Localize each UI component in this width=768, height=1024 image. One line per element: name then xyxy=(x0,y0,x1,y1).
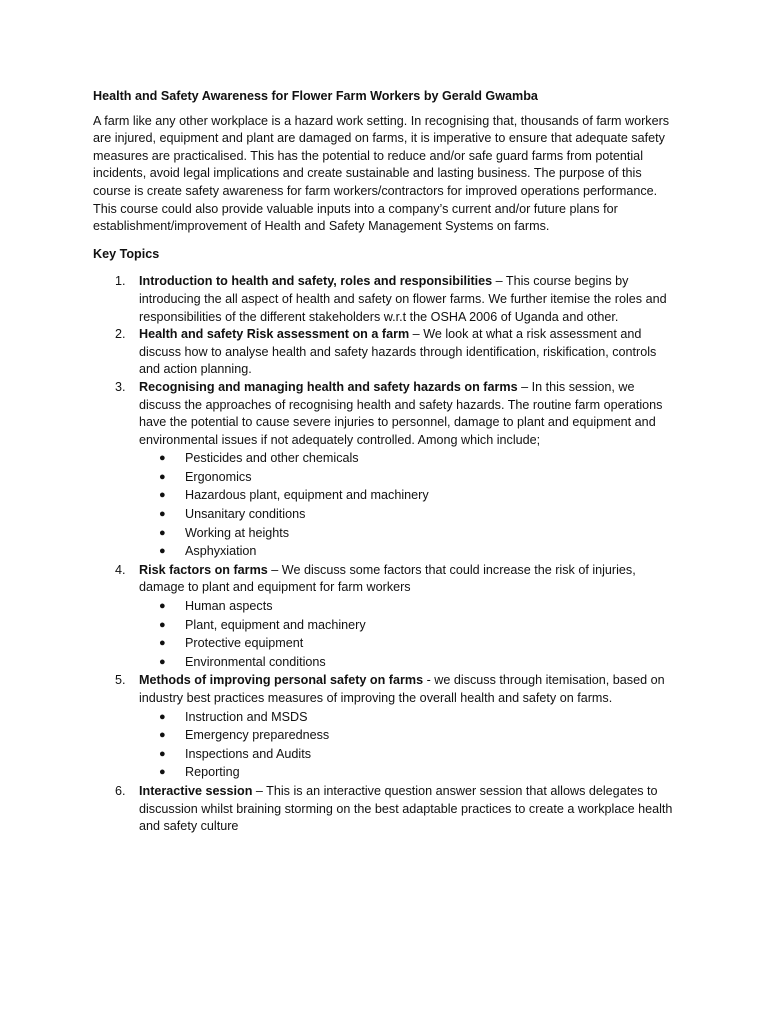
bullet-dot-icon: ● xyxy=(159,545,166,558)
bullet-dot-icon: ● xyxy=(159,600,166,613)
bullet-text: Unsanitary conditions xyxy=(185,507,306,522)
bullet-text: Pesticides and other chemicals xyxy=(185,451,359,466)
topic-item xyxy=(93,672,678,782)
risk-factor-bullet-list xyxy=(139,598,678,671)
topic-text: – This course begins by introducing the all aspect of health and safety on flower farms. We further itemise the roles and responsibilities of the different stakeholders w.r.t the OSHA 2006 of Uganda and other. xyxy=(139,274,667,324)
bullet-dot-icon: ● xyxy=(159,489,166,502)
bullet-dot-icon: ● xyxy=(159,470,166,483)
topic-heading: Methods of improving personal safety on farms xyxy=(139,673,424,688)
bullet-dot-icon: ● xyxy=(159,508,166,521)
bullet-text: Protective equipment xyxy=(185,636,304,651)
intro-paragraph: A farm like any other workplace is a hazard work setting. In recognising that, thousands of farm workers are injured, equipment and plant are damaged on farms, it is imperative to ensure that adequate safety measures are practicalised. This has the potential to reduce and/or safe guard farms from potential incidents, avoid legal implications and create sustainable and lasting business. The purpose of this course is create safety awareness for farm workers/contractors for improved operations performance. This course could also provide valuable inputs into a company’s current and/or future plans for establishment/improvement of Health and Safety Management Systems on farms. xyxy=(93,113,670,234)
topic-item xyxy=(93,562,678,672)
topic-number: 1. xyxy=(115,274,126,289)
topic-heading: Interactive session xyxy=(139,783,253,798)
bullet-item xyxy=(139,525,678,543)
bullet-text: Ergonomics xyxy=(185,469,252,484)
bullet-dot-icon: ● xyxy=(159,710,166,723)
bullet-item xyxy=(139,598,678,616)
key-topics-heading: Key Topics xyxy=(93,246,160,261)
bullet-item xyxy=(139,654,678,672)
bullet-item xyxy=(139,709,678,727)
bullet-dot-icon: ● xyxy=(159,729,166,742)
bullet-text: Instruction and MSDS xyxy=(185,709,308,724)
bullet-item xyxy=(139,506,678,524)
topic-number: 5. xyxy=(115,673,126,688)
topic-heading: Risk factors on farms xyxy=(139,562,268,577)
bullet-item xyxy=(139,617,678,635)
bullet-dot-icon: ● xyxy=(159,526,166,539)
topic-number: 6. xyxy=(115,783,126,798)
topic-item xyxy=(93,379,678,561)
topic-text: – In this session, we discuss the approaches of recognising health and safety hazards. The routine farm operations have the potential to cause severe injuries to personnel, damage to plant and equipment and environmental issues if not adequately controlled. Among which include; xyxy=(139,379,663,447)
topics-list xyxy=(93,273,678,835)
topic-text: – We discuss some factors that could increase the risk of injuries, damage to plant and equipment for farm workers xyxy=(139,562,636,595)
bullet-item xyxy=(139,543,678,561)
safety-methods-bullet-list xyxy=(139,709,678,782)
topic-heading: Health and safety Risk assessment on a farm xyxy=(139,327,410,342)
bullet-text: Asphyxiation xyxy=(185,544,257,559)
bullet-text: Working at heights xyxy=(185,525,290,540)
bullet-item xyxy=(139,450,678,468)
hazard-bullet-list xyxy=(139,450,678,561)
bullet-dot-icon: ● xyxy=(159,637,166,650)
topic-heading: Recognising and managing health and safety hazards on farms xyxy=(139,379,518,394)
topic-item xyxy=(93,273,678,326)
bullet-item xyxy=(139,746,678,764)
topic-heading: Introduction to health and safety, roles and responsibilities xyxy=(139,274,493,289)
topic-item xyxy=(93,326,678,379)
bullet-text: Human aspects xyxy=(185,599,273,614)
bullet-item xyxy=(139,727,678,745)
document-title: Health and Safety Awareness for Flower Farm Workers by Gerald Gwamba xyxy=(93,89,538,103)
bullet-text: Emergency preparedness xyxy=(185,728,330,743)
bullet-item xyxy=(139,487,678,505)
bullet-text: Hazardous plant, equipment and machinery xyxy=(185,488,429,503)
topic-number: 3. xyxy=(115,379,126,394)
topic-text: – This is an interactive question answer session that allows delegates to discussion whilst braining storming on the best adaptable practices to create a workplace health and safety culture xyxy=(139,783,673,834)
bullet-text: Inspections and Audits xyxy=(185,746,312,761)
topic-item xyxy=(93,783,678,836)
bullet-dot-icon: ● xyxy=(159,747,166,760)
bullet-dot-icon: ● xyxy=(159,655,166,668)
bullet-text: Environmental conditions xyxy=(185,654,326,669)
bullet-item xyxy=(139,635,678,653)
bullet-dot-icon: ● xyxy=(159,452,166,465)
bullet-text: Plant, equipment and machinery xyxy=(185,617,366,632)
bullet-dot-icon: ● xyxy=(159,618,166,631)
bullet-item xyxy=(139,764,678,782)
topic-number: 2. xyxy=(115,327,126,342)
bullet-text: Reporting xyxy=(185,765,240,780)
bullet-item xyxy=(139,469,678,487)
topic-text: - we discuss through itemisation, based on industry best practices measures of improving the overall health and safety on farms. xyxy=(139,673,665,705)
topic-text: – We look at what a risk assessment and discuss how to analyse health and safety hazards through identification, riskification, controls and action planning. xyxy=(139,327,657,377)
topic-number: 4. xyxy=(115,562,126,577)
bullet-dot-icon: ● xyxy=(159,766,166,779)
